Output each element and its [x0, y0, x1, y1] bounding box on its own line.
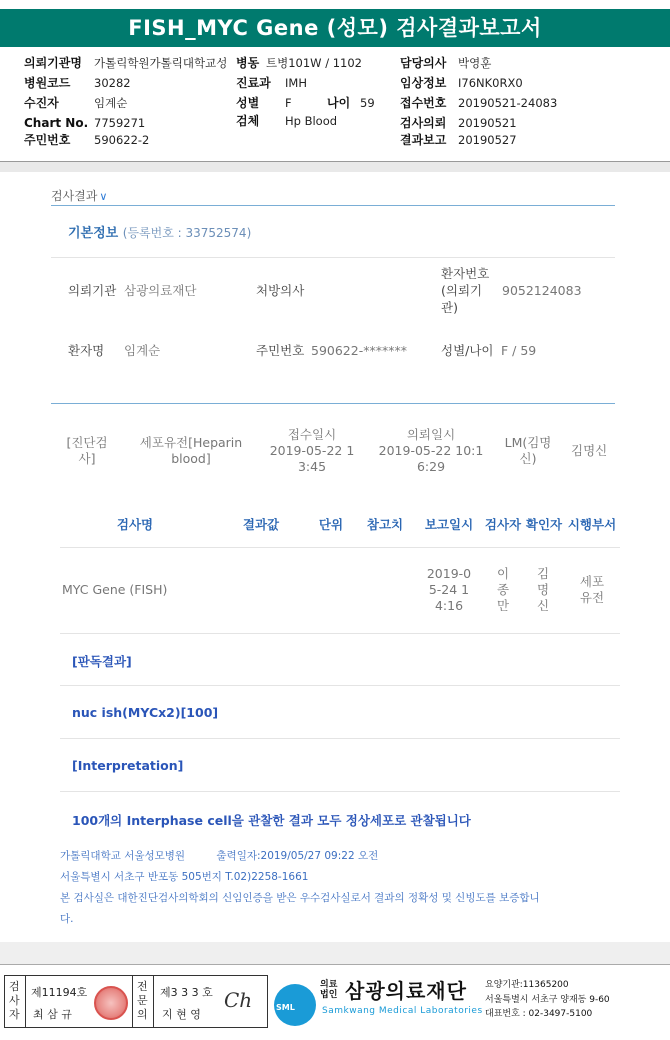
sml-logo-text: SML	[276, 1003, 295, 1012]
sign-tester-v1: 검	[9, 980, 20, 993]
doctor-label: 담당의사	[400, 56, 447, 70]
th-result: 결과값	[242, 517, 280, 532]
summary-lab-line-1: LM(김명	[504, 435, 552, 450]
footer-cert-2: 다.	[60, 913, 74, 925]
gray-band-top	[0, 162, 670, 172]
row-dept	[572, 574, 612, 606]
row-report-time-2: 5-24 1	[428, 582, 470, 597]
brand-corp-1: 의료	[320, 980, 338, 990]
sign-specialist-number: 제3 3 3 호	[160, 986, 213, 999]
brand-name: 삼광의료재단	[345, 979, 467, 1003]
row-checker-3: 신	[536, 598, 550, 613]
brand-code: 요양기관:11365200	[485, 980, 569, 990]
footer-print-date: 출력일자:2019/05/27 09:22 오전	[216, 850, 379, 862]
sign-divider-2	[132, 976, 133, 1027]
patient-no-label-1: 환자번호	[441, 266, 490, 281]
name-value: 임계순	[124, 343, 161, 358]
brand-corp-2: 법인	[320, 990, 338, 1000]
summary-lab	[498, 435, 558, 467]
sex-value: F	[285, 96, 292, 110]
dept-value: IMH	[285, 76, 307, 90]
report-date-label: 결과보고	[400, 133, 447, 147]
rrn-masked-label: 주민번호	[256, 343, 305, 358]
basic-info-title	[68, 222, 251, 241]
patient-no-label-2: (의뢰기	[441, 283, 483, 298]
summary-category-line-1: [진단검	[66, 435, 108, 450]
interpretation-title: [Interpretation]	[72, 758, 184, 773]
footer-address: 서울특별시 서초구 반포동 505번지 T.02)2258-1661	[60, 871, 309, 883]
sign-specialist-v3: 의	[137, 1008, 148, 1021]
th-test-name: 검사명	[116, 517, 154, 532]
summary-receipt-date: 2019-05-22 1	[269, 443, 355, 458]
interpretation-text: 100개의 Interphase cell을 관찰한 결과 모두 정상세포로 관찰됩니다	[72, 813, 471, 828]
sign-specialist-vertical	[137, 980, 148, 1022]
row-report-time-3: 4:16	[434, 598, 464, 613]
rrn-value: 590622-2	[94, 133, 150, 147]
patient-no-value: 9052124083	[502, 283, 582, 298]
th-report-time: 보고일시	[424, 517, 474, 532]
section-line-mid	[51, 403, 615, 404]
row-tester-2: 종	[496, 582, 510, 597]
rrn-label: 주민번호	[24, 133, 71, 147]
chart-value: 7759271	[94, 116, 146, 130]
age-value: 59	[360, 96, 375, 110]
patient-value: 임계순	[94, 96, 128, 110]
sign-tester-v3: 자	[9, 1008, 20, 1021]
report-date-value: 20190527	[458, 133, 517, 147]
th-unit: 단위	[318, 517, 344, 532]
sign-specialist-v2: 문	[137, 994, 148, 1007]
summary-receipt-time: 3:45	[297, 459, 327, 474]
summary-request	[372, 427, 490, 475]
results-toggle[interactable]	[51, 187, 107, 204]
ward-value: 트병101W / 1102	[266, 56, 362, 70]
doctor-value: 박영훈	[458, 56, 492, 70]
specimen-label: 검체	[236, 114, 260, 128]
ward-label: 병동	[236, 56, 260, 70]
sign-tester-number: 제11194호	[31, 986, 88, 999]
receipt-value: 20190521-24083	[458, 96, 558, 110]
summary-doctor: 김명신	[571, 443, 608, 458]
chart-label: Chart No.	[24, 116, 89, 130]
sex-label: 성별	[236, 96, 260, 110]
brand-corp-label	[320, 980, 337, 1000]
results-toggle-label: 검사결과	[51, 189, 98, 203]
bottom-divider	[0, 964, 670, 965]
age-label: 나이	[327, 96, 351, 110]
sign-divider-3	[153, 976, 154, 1027]
hospital-code-label: 병원코드	[24, 76, 71, 90]
chevron-down-icon: ∨	[99, 190, 108, 203]
sign-tester-name: 최 삼 규	[33, 1008, 72, 1021]
gray-band-bottom	[0, 942, 670, 964]
row-tester	[492, 566, 514, 614]
specimen-value: Hp Blood	[285, 114, 338, 128]
org-label: 의뢰기관	[68, 283, 117, 298]
brand-address: 서울특별시 서초구 양재동 9-60	[485, 995, 610, 1005]
ordering-org-value: 가톨릭학원가톨릭대학교성	[94, 56, 228, 70]
summary-request-label: 의뢰일시	[406, 427, 456, 442]
registration-number: (등록번호 : 33752574)	[122, 226, 252, 240]
summary-receipt-label: 접수일시	[287, 427, 337, 442]
prescriber-label: 처방의사	[256, 283, 305, 298]
summary-lab-line-2: 신)	[519, 451, 537, 466]
row-dept-1: 세포	[579, 574, 605, 589]
judgement-title: [판독결과]	[72, 654, 132, 669]
footer-hospital-name: 가톨릭대학교 서울성모병원	[60, 850, 186, 862]
basic-info-line	[51, 257, 615, 258]
row-line-4	[60, 791, 620, 792]
hospital-code-value: 30282	[94, 76, 131, 90]
sign-specialist-name: 지 현 영	[162, 1008, 201, 1021]
th-reference: 참고치	[366, 517, 404, 532]
table-header-line	[60, 547, 620, 548]
row-tester-3: 만	[496, 598, 510, 613]
row-line-3	[60, 738, 620, 739]
footer-hospital	[60, 849, 378, 863]
sign-tester-vertical	[9, 980, 20, 1022]
summary-specimen-line-1: 세포유전[Heparin	[139, 435, 243, 450]
nuc-ish-result: nuc ish(MYCx2)[100]	[72, 705, 219, 720]
dept-label: 진료과	[236, 76, 271, 90]
sexage-label: 성별/나이	[441, 343, 494, 358]
sign-tester-v2: 사	[9, 994, 20, 1007]
request-label: 검사의뢰	[400, 116, 447, 130]
row-line-2	[60, 685, 620, 686]
handwritten-signature: Ch	[224, 988, 253, 1012]
ordering-org-label: 의뢰기관명	[24, 56, 82, 70]
row-checker-2: 명	[536, 582, 550, 597]
sign-specialist-v1: 전	[137, 980, 148, 993]
summary-category-line-2: 사]	[78, 451, 96, 466]
summary-request-date: 2019-05-22 10:1	[378, 443, 484, 458]
sexage-value: F / 59	[501, 343, 537, 358]
row-tester-1: 이	[496, 566, 510, 581]
th-checker: 확인자	[525, 517, 563, 532]
clinical-value: I76NK0RX0	[458, 76, 523, 90]
summary-request-time: 6:29	[416, 459, 446, 474]
basic-info-label: 기본정보	[68, 226, 119, 241]
row-test-name: MYC Gene (FISH)	[62, 582, 168, 597]
row-checker	[532, 566, 554, 614]
request-value: 20190521	[458, 116, 517, 130]
rrn-masked-value: 590622-*******	[311, 343, 407, 358]
receipt-label: 접수번호	[400, 96, 447, 110]
summary-category	[62, 435, 112, 467]
th-tester: 검사자	[484, 517, 522, 532]
sign-divider-1	[25, 976, 26, 1027]
summary-specimen	[135, 435, 247, 467]
row-checker-1: 김	[536, 566, 550, 581]
footer-cert-1: 본 검사실은 대한진단검사의학회의 신임인증을 받은 우수검사실로서 결과의 정확성 및 신빙도를 보증합니	[60, 892, 540, 904]
row-report-time-1: 2019-0	[426, 566, 472, 581]
summary-receipt	[262, 427, 362, 475]
patient-no-label-3: 관)	[441, 300, 458, 315]
seal-stamp	[94, 986, 128, 1020]
brand-phone: 대표번호 : 02-3497-5100	[485, 1009, 593, 1019]
report-title: FISH_MYC Gene (성모) 검사결과보고서	[0, 9, 670, 47]
row-line-1	[60, 633, 620, 634]
brand-english: Samkwang Medical Laboratories	[322, 1006, 483, 1016]
patient-label: 수진자	[24, 96, 59, 110]
name-label: 환자명	[68, 343, 105, 358]
th-dept: 시행부서	[567, 517, 617, 532]
org-value: 삼광의료재단	[124, 283, 197, 298]
row-report-time	[420, 566, 478, 614]
summary-specimen-line-2: blood]	[171, 451, 211, 466]
clinical-label: 임상정보	[400, 76, 447, 90]
section-line-top	[51, 205, 615, 206]
row-dept-2: 유전	[579, 590, 605, 605]
